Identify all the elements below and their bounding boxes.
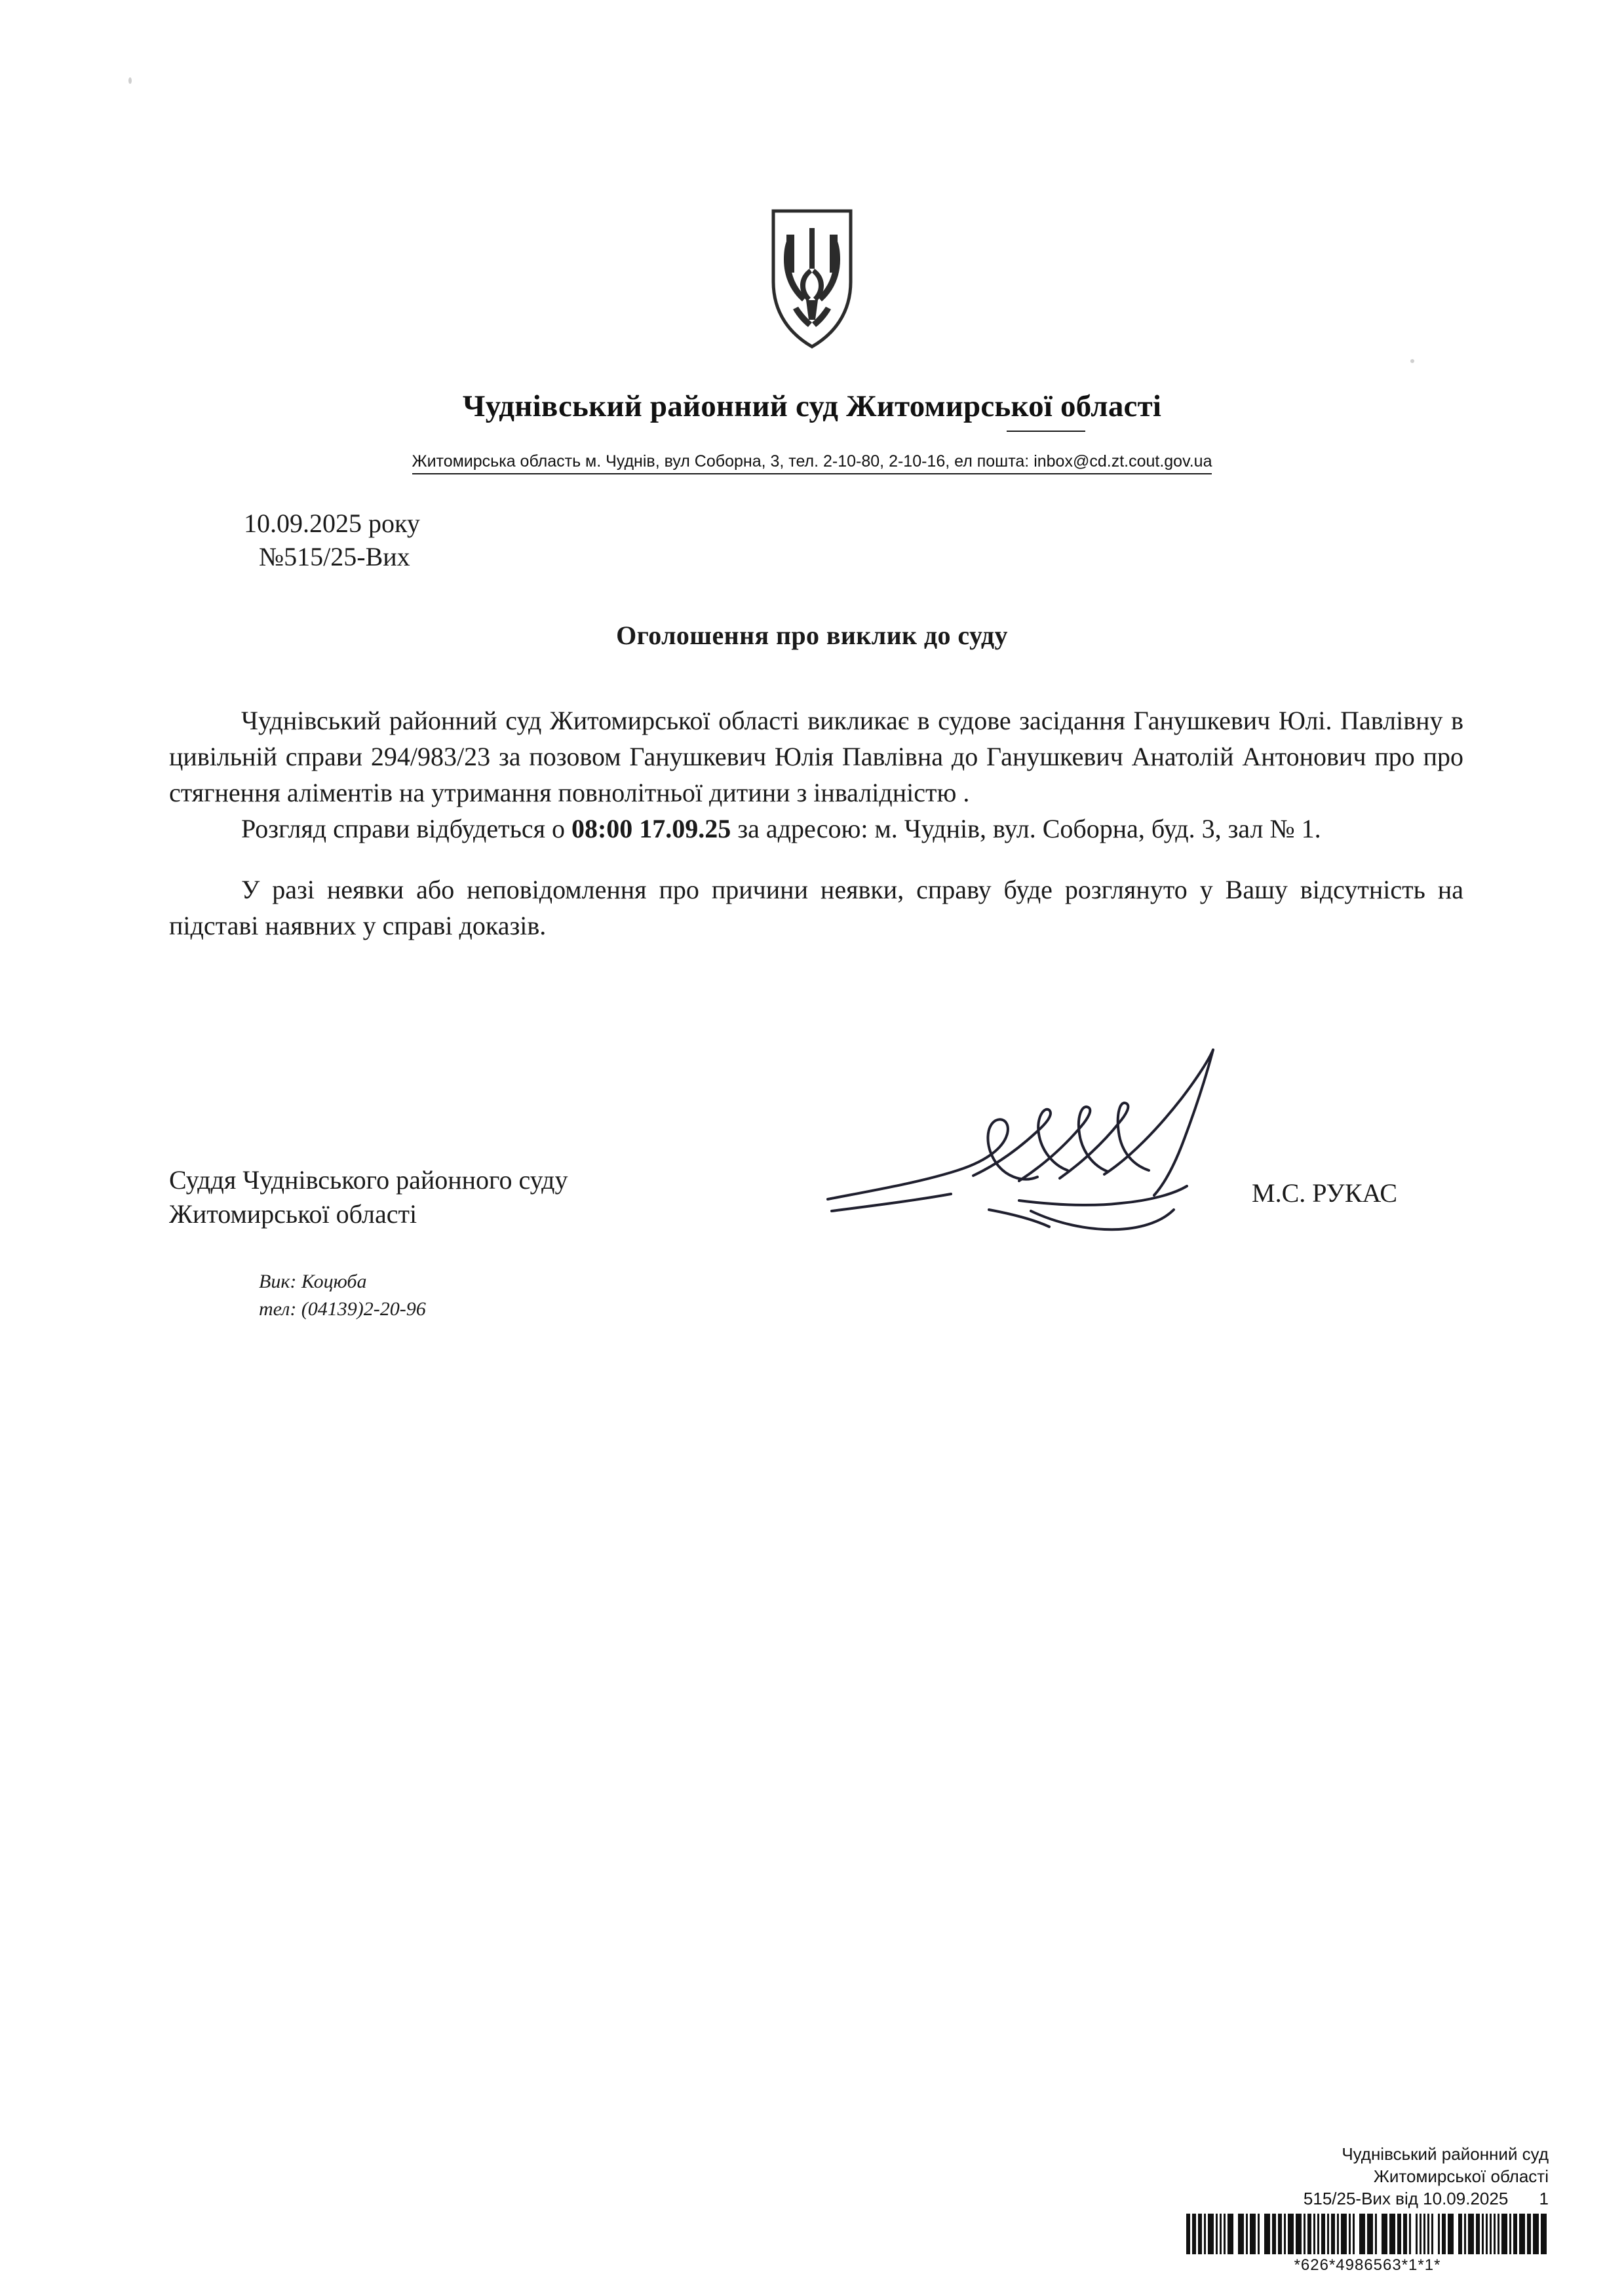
document-date: 10.09.2025 року <box>244 509 420 538</box>
document-body <box>169 702 1463 944</box>
hearing-prefix: Розгляд справи відбудеться о <box>241 814 571 843</box>
executor-info <box>259 1268 426 1323</box>
registration-stamp <box>1304 2143 1549 2210</box>
stamp-line-court: Чуднівський районний суд <box>1342 2144 1549 2164</box>
executor-phone: тел: (04139)2-20-96 <box>259 1298 426 1320</box>
court-address <box>0 452 1624 474</box>
paragraph-case-summary: Чуднівський районний суд Житомирської області викликає в судове засідання Ганушкевич Юлі. Павлівну в цивільній справи 294/983/23 за позовом Ганушкевич Юлія Павлівна до Ганушкевич Анатолій Антонович про про стягнення аліментів на утримання повнолітньої дитини з інвалідністю . <box>169 706 1463 807</box>
title-underline <box>1007 431 1085 432</box>
document-number: №515/25-Вих <box>259 542 410 571</box>
scan-speck <box>1410 359 1414 363</box>
document-heading: Оголошення про виклик до суду <box>616 621 1008 650</box>
stamp-number-text: 515/25-Вих від 10.09.2025 <box>1303 2189 1509 2208</box>
ukraine-trident-emblem-icon <box>769 208 855 349</box>
court-address-text: Житомирська область м. Чуднів, вул Соборна, 3, тел. 2-10-80, 2-10-16, ел пошта: inbox@cd.zt.cout.gov.ua <box>412 452 1212 474</box>
signer-name: М.С. РУКАС <box>1252 1178 1398 1208</box>
paragraph-hearing-details <box>169 811 1463 847</box>
paragraph-absence-notice: У разі неявки або неповідомлення про причини неявки, справу буде розглянуто у Вашу відсутність на підставі наявних у справі доказів. <box>169 875 1463 940</box>
hearing-datetime: 08:00 17.09.25 <box>571 814 731 843</box>
barcode-block <box>1186 2214 1549 2275</box>
handwritten-signature-icon <box>822 1035 1294 1252</box>
signer-role-line1: Суддя Чуднівського районного суду <box>169 1165 568 1195</box>
stamp-line-number <box>1304 2187 1549 2210</box>
page-number: 1 <box>1539 2189 1549 2208</box>
scan-speck <box>128 77 132 84</box>
signer-role-line2: Житомирської області <box>169 1199 417 1229</box>
court-title: Чуднівський районний суд Житомирської області <box>462 389 1162 423</box>
stamp-line-region: Житомирської області <box>1373 2166 1549 2186</box>
barcode-text: *626*4986563*1*1* <box>1294 2256 1441 2274</box>
signer-role <box>169 1163 568 1231</box>
barcode-icon <box>1186 2214 1549 2254</box>
executor-name: Вик: Коцюба <box>259 1271 367 1292</box>
hearing-suffix: за адресою: м. Чуднів, вул. Соборна, буд. 3, зал № 1. <box>731 814 1321 843</box>
